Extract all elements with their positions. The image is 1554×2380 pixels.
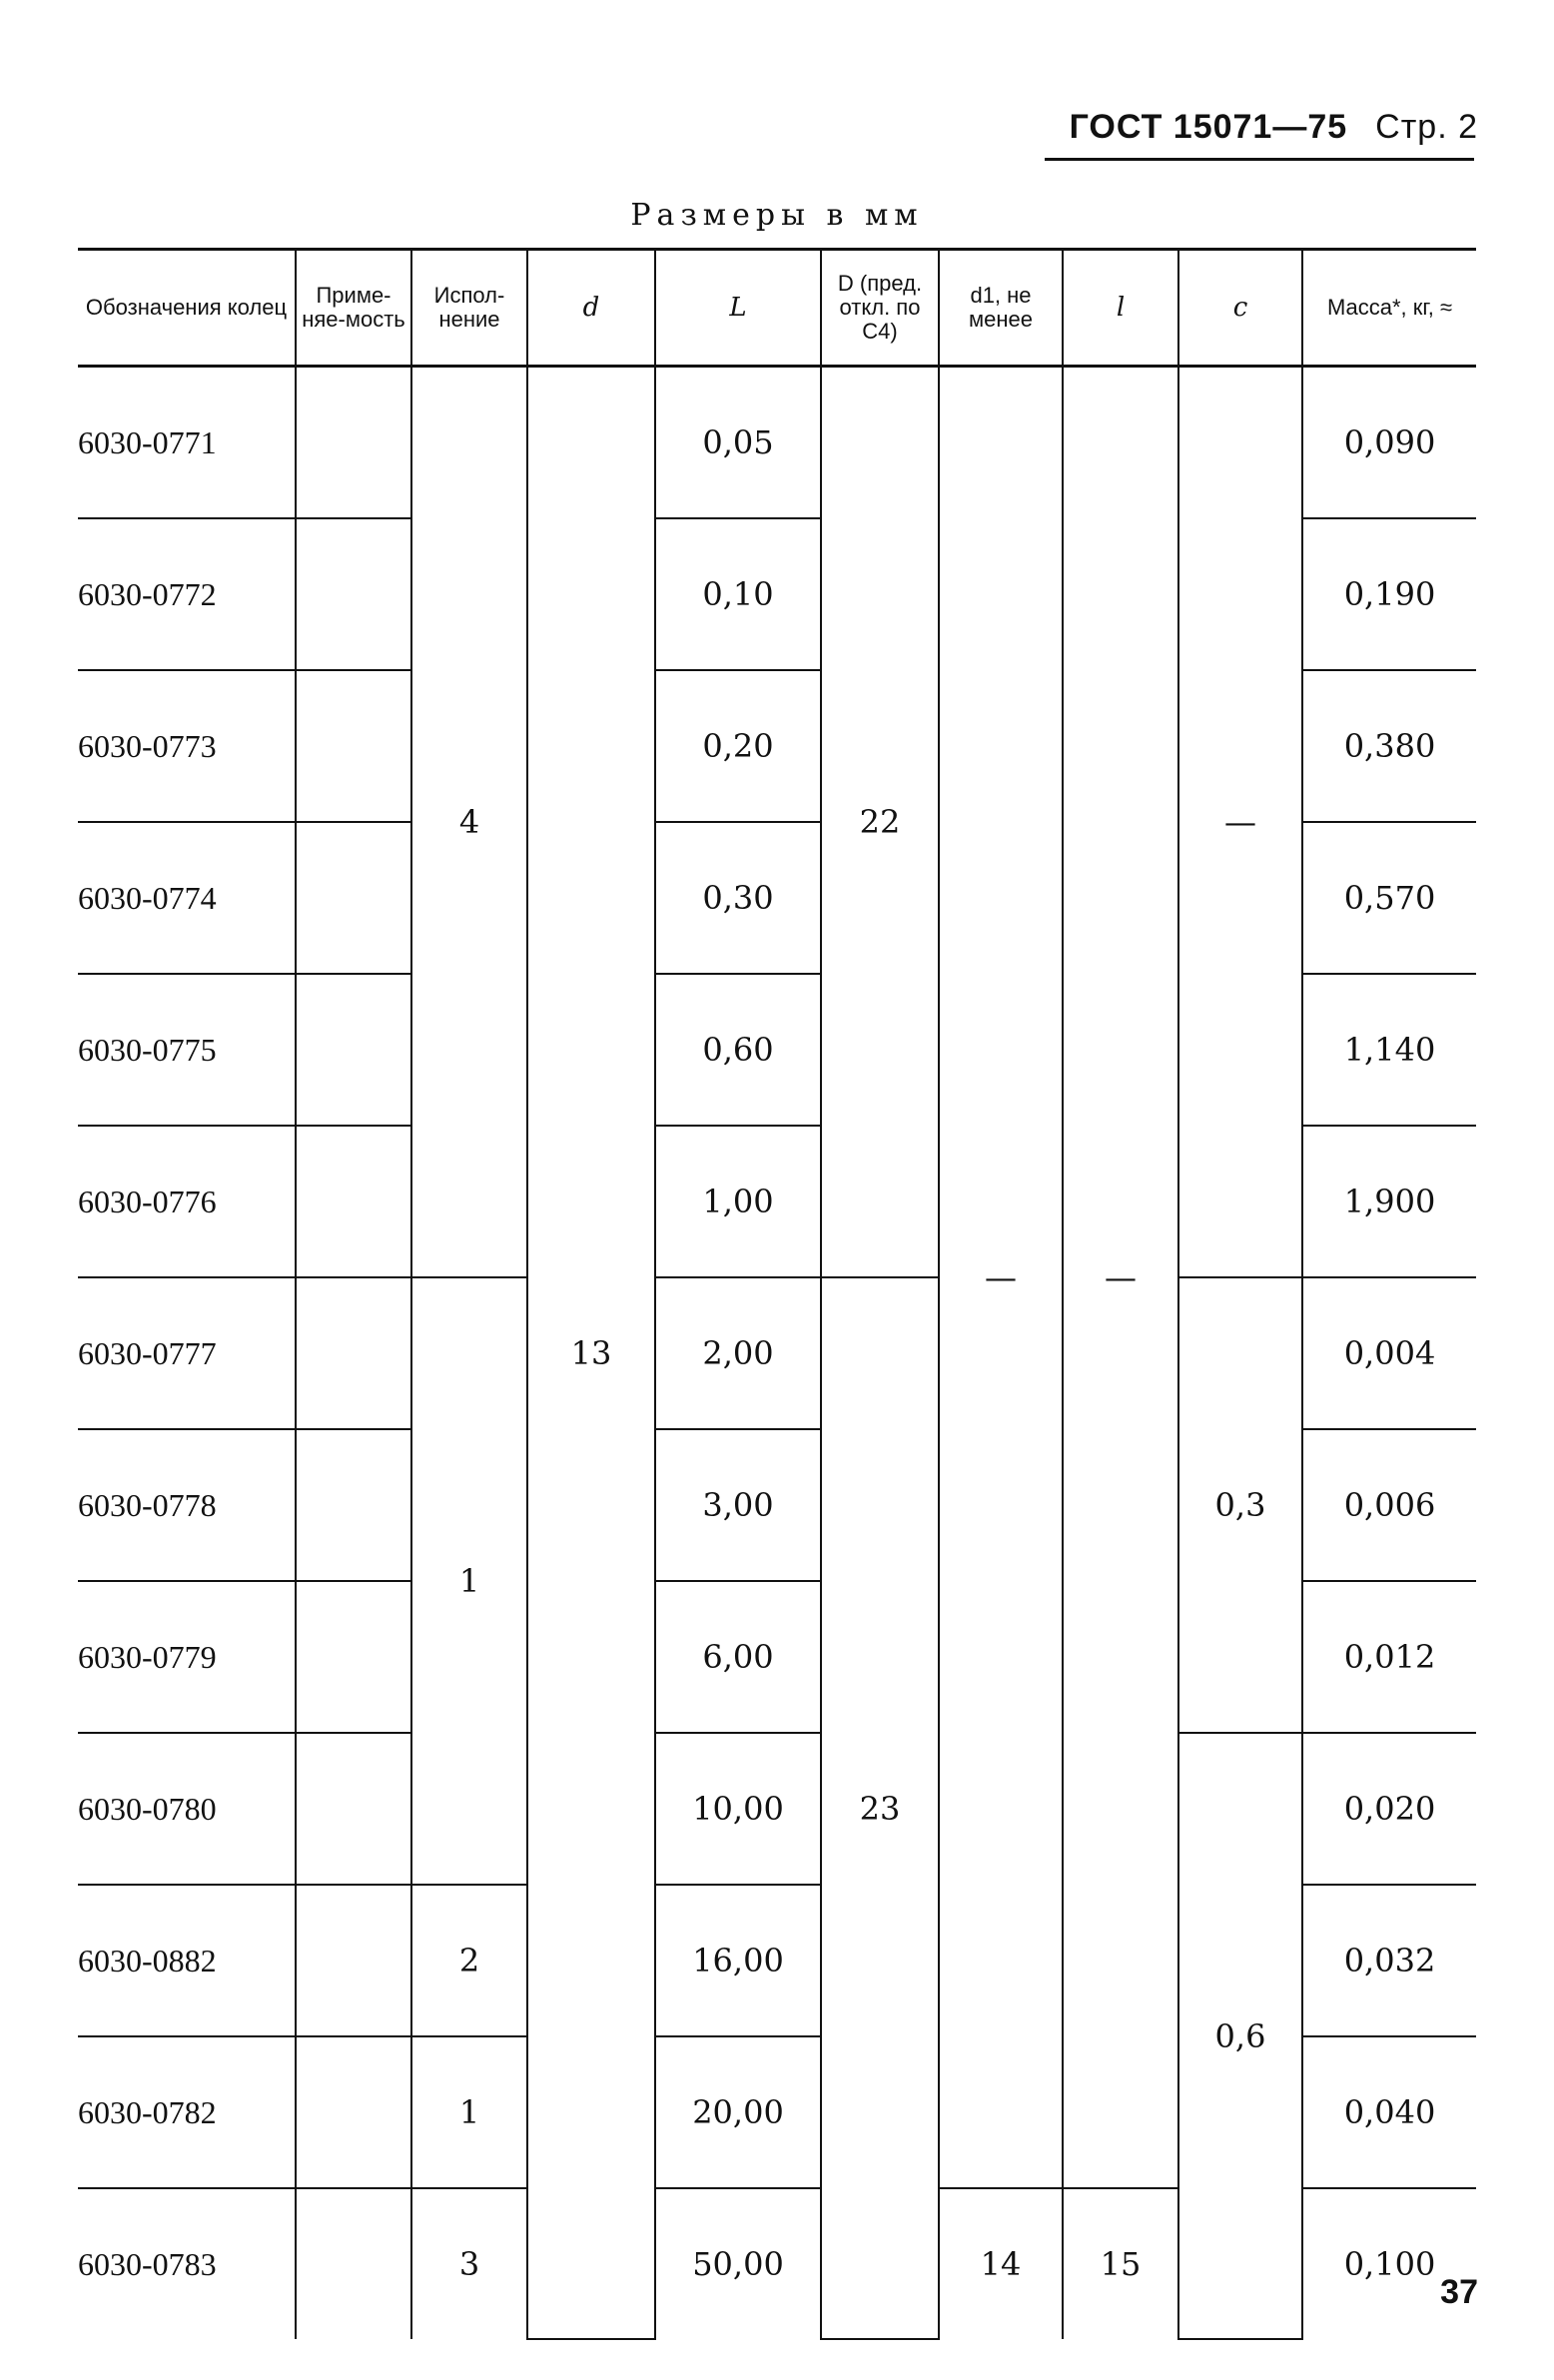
designation-cell: 6030-0882: [78, 1885, 296, 2036]
mass-cell: 0,090: [1302, 367, 1476, 519]
L-cell: 0,05: [655, 367, 821, 519]
designation-cell: 6030-0776: [78, 1126, 296, 1277]
applicability-cell: [296, 1429, 411, 1581]
applicability-cell: [296, 1733, 411, 1885]
L-cell: 0,60: [655, 974, 821, 1126]
D-cell: 23: [821, 1277, 939, 2339]
applicability-cell: [296, 974, 411, 1126]
col-d: d: [527, 250, 655, 367]
col-D: D (пред. откл. по C4): [821, 250, 939, 367]
execution-cell: 3: [411, 2188, 527, 2339]
mass-cell: 0,006: [1302, 1429, 1476, 1581]
execution-cell: 1: [411, 1277, 527, 1885]
page-label: Стр. 2: [1375, 108, 1478, 146]
mass-cell: 0,040: [1302, 2036, 1476, 2188]
col-d1: d1, не менее: [939, 250, 1063, 367]
mass-cell: 0,032: [1302, 1885, 1476, 2036]
l-cell: 15: [1063, 2188, 1178, 2339]
designation-cell: 6030-0773: [78, 670, 296, 822]
designation-cell: 6030-0783: [78, 2188, 296, 2339]
L-cell: 10,00: [655, 1733, 821, 1885]
L-cell: 16,00: [655, 1885, 821, 2036]
c-cell: 0,6: [1178, 1733, 1302, 2339]
applicability-cell: [296, 1581, 411, 1733]
mass-cell: 0,190: [1302, 518, 1476, 670]
table-header-row: [78, 250, 1476, 367]
L-cell: 3,00: [655, 1429, 821, 1581]
designation-cell: 6030-0771: [78, 367, 296, 519]
applicability-cell: [296, 2036, 411, 2188]
applicability-cell: [296, 1126, 411, 1277]
applicability-cell: [296, 1277, 411, 1429]
applicability-cell: [296, 367, 411, 519]
mass-cell: 0,570: [1302, 822, 1476, 974]
designation-cell: 6030-0775: [78, 974, 296, 1126]
table-row: [78, 1277, 1476, 1429]
designation-cell: 6030-0772: [78, 518, 296, 670]
L-cell: 0,20: [655, 670, 821, 822]
L-cell: 1,00: [655, 1126, 821, 1277]
d1-cell: 14: [939, 2188, 1063, 2339]
execution-cell: 2: [411, 1885, 527, 2036]
header-rule: [1045, 158, 1474, 161]
col-l: l: [1063, 250, 1178, 367]
col-applicability: Приме-няе-мость: [296, 250, 411, 367]
mass-cell: 0,012: [1302, 1581, 1476, 1733]
c-cell: —: [1178, 367, 1302, 1278]
designation-cell: 6030-0780: [78, 1733, 296, 1885]
execution-cell: 1: [411, 2036, 527, 2188]
designation-cell: 6030-0782: [78, 2036, 296, 2188]
dimensions-table: [78, 248, 1476, 2340]
L-cell: 2,00: [655, 1277, 821, 1429]
execution-cell: 4: [411, 367, 527, 1278]
standard-number: ГОСТ 15071—75: [1069, 108, 1348, 146]
col-mass: Масса*, кг, ≈: [1302, 250, 1476, 367]
col-execution: Испол-нение: [411, 250, 527, 367]
col-designation: Обозначения колец: [78, 250, 296, 367]
mass-cell: 1,140: [1302, 974, 1476, 1126]
c-cell: 0,3: [1178, 1277, 1302, 1733]
d-cell: 13: [527, 367, 655, 2340]
L-cell: 0,30: [655, 822, 821, 974]
mass-cell: 0,004: [1302, 1277, 1476, 1429]
table-row: [78, 367, 1476, 519]
applicability-cell: [296, 1885, 411, 2036]
D-cell: 22: [821, 367, 939, 1278]
units-caption: Размеры в мм: [630, 198, 924, 233]
L-cell: 20,00: [655, 2036, 821, 2188]
designation-cell: 6030-0777: [78, 1277, 296, 1429]
applicability-cell: [296, 2188, 411, 2339]
mass-cell: 0,380: [1302, 670, 1476, 822]
dimensions-table-wrapper: [78, 248, 1476, 2340]
applicability-cell: [296, 822, 411, 974]
L-cell: 6,00: [655, 1581, 821, 1733]
page-number: 37: [1440, 2273, 1478, 2311]
col-c: c: [1178, 250, 1302, 367]
designation-cell: 6030-0778: [78, 1429, 296, 1581]
L-cell: 0,10: [655, 518, 821, 670]
designation-cell: 6030-0774: [78, 822, 296, 974]
designation-cell: 6030-0779: [78, 1581, 296, 1733]
mass-cell: 0,020: [1302, 1733, 1476, 1885]
mass-cell: 0,100: [1302, 2188, 1476, 2339]
mass-cell: 1,900: [1302, 1126, 1476, 1277]
d1-cell: —: [939, 367, 1063, 2189]
L-cell: 50,00: [655, 2188, 821, 2339]
applicability-cell: [296, 518, 411, 670]
table-row: [78, 1733, 1476, 1885]
applicability-cell: [296, 670, 411, 822]
l-cell: —: [1063, 367, 1178, 2189]
col-L: L: [655, 250, 821, 367]
